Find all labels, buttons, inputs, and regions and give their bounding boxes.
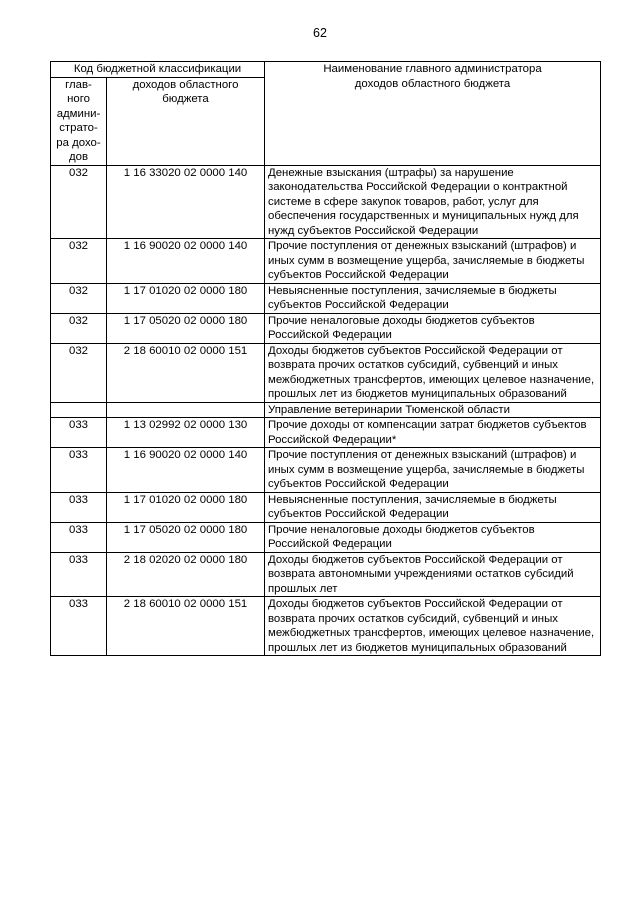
- revenue-code-cell: 1 17 01020 02 0000 180: [107, 283, 265, 313]
- administrator-code-cell: 032: [51, 165, 107, 239]
- revenue-name-cell: Доходы бюджетов субъектов Российской Федерации от возврата прочих остатков субсидий, субвенций и иных межбюджетных трансфертов, имеющих целевое назначение, прошлых лет из бюджетов муниципальных образований: [265, 343, 601, 402]
- administrator-code-cell: 033: [51, 418, 107, 448]
- table-row: [51, 522, 601, 552]
- revenue-code-cell: 1 13 02992 02 0000 130: [107, 418, 265, 448]
- administrator-code-cell: 032: [51, 239, 107, 284]
- administrator-code-cell: 032: [51, 313, 107, 343]
- revenue-name-cell: Невыясненные поступления, зачисляемые в бюджеты субъектов Российской Федерации: [265, 283, 601, 313]
- administrator-code-cell: 033: [51, 522, 107, 552]
- revenue-code-cell: 2 18 02020 02 0000 180: [107, 552, 265, 597]
- revenue-code-cell: 1 17 01020 02 0000 180: [107, 492, 265, 522]
- table-row: [51, 313, 601, 343]
- revenue-code-cell: 1 17 05020 02 0000 180: [107, 522, 265, 552]
- table-body: [51, 165, 601, 656]
- table-row: [51, 448, 601, 493]
- revenue-name-cell: Денежные взыскания (штрафы) за нарушение законодательства Российской Федерации о контрактной системе в сфере закупок товаров, работ, услуг для обеспечения государственных и муниципальных нужд для нужд субъектов Российской Федерации: [265, 165, 601, 239]
- section-title: Управление ветеринарии Тюменской области: [265, 402, 601, 418]
- budget-classification-code-header: Код бюджетной классификации: [51, 62, 265, 78]
- budget-classification-table: [50, 61, 601, 656]
- empty-cell: [107, 402, 265, 418]
- revenue-code-cell: 1 16 90020 02 0000 140: [107, 448, 265, 493]
- revenue-name-cell: Прочие поступления от денежных взысканий (штрафов) и иных сумм в возмещение ущерба, зачисляемые в бюджеты субъектов Российской Федерации: [265, 239, 601, 284]
- empty-cell: [51, 402, 107, 418]
- revenue-code-header: доходов областного бюджета: [107, 77, 265, 165]
- administrator-name-header: Наименование главного администратора доходов областного бюджета: [265, 62, 601, 166]
- table-row: [51, 552, 601, 597]
- revenue-name-cell: Прочие неналоговые доходы бюджетов субъектов Российской Федерации: [265, 522, 601, 552]
- revenue-name-cell: Прочие поступления от денежных взысканий (штрафов) и иных сумм в возмещение ущерба, зачисляемые в бюджеты субъектов Российской Федерации: [265, 448, 601, 493]
- revenue-name-cell: Доходы бюджетов субъектов Российской Федерации от возврата автономными учреждениями остатков субсидий прошлых лет: [265, 552, 601, 597]
- revenue-name-cell: Прочие доходы от компенсации затрат бюджетов субъектов Российской Федерации*: [265, 418, 601, 448]
- revenue-code-cell: 1 16 33020 02 0000 140: [107, 165, 265, 239]
- table-row: [51, 597, 601, 656]
- revenue-code-cell: 2 18 60010 02 0000 151: [107, 343, 265, 402]
- administrator-code-cell: 033: [51, 492, 107, 522]
- revenue-name-cell: Доходы бюджетов субъектов Российской Федерации от возврата прочих остатков субсидий, субвенций и иных межбюджетных трансфертов, имеющих целевое назначение, прошлых лет из бюджетов муниципальных образований: [265, 597, 601, 656]
- table-row: [51, 343, 601, 402]
- table-row: [51, 283, 601, 313]
- table-row: [51, 239, 601, 284]
- chief-administrator-code-header: глав- ного админи- страто- ра дохо- дов: [51, 77, 107, 165]
- revenue-name-cell: Прочие неналоговые доходы бюджетов субъектов Российской Федерации: [265, 313, 601, 343]
- revenue-code-cell: 1 16 90020 02 0000 140: [107, 239, 265, 284]
- section-row: [51, 402, 601, 418]
- administrator-code-cell: 033: [51, 552, 107, 597]
- administrator-code-cell: 033: [51, 448, 107, 493]
- table-header: [51, 62, 601, 166]
- table-row: [51, 492, 601, 522]
- revenue-code-cell: 1 17 05020 02 0000 180: [107, 313, 265, 343]
- page-number: 62: [313, 26, 327, 40]
- table-row: [51, 418, 601, 448]
- administrator-code-cell: 033: [51, 597, 107, 656]
- table-row: [51, 165, 601, 239]
- revenue-name-cell: Невыясненные поступления, зачисляемые в бюджеты субъектов Российской Федерации: [265, 492, 601, 522]
- administrator-code-cell: 032: [51, 343, 107, 402]
- revenue-code-cell: 2 18 60010 02 0000 151: [107, 597, 265, 656]
- administrator-code-cell: 032: [51, 283, 107, 313]
